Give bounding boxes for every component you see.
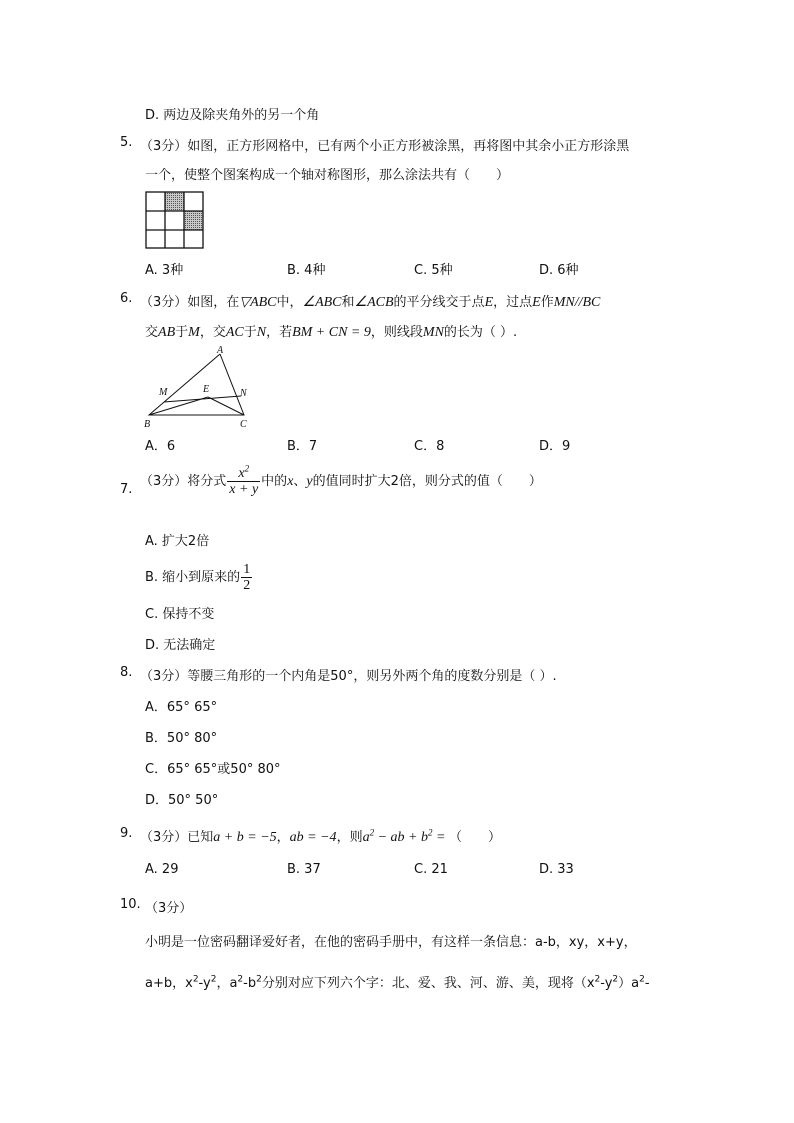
q7-number: 7. — [120, 482, 133, 497]
q10-line2: a+b，$x^2-y^2$，$a^2-b^2$分别对应下列六个字：北、爱、我、河、游、美，现将$(x^2-y^2)a^2-$ — [145, 974, 650, 991]
q7-var-x: x — [287, 474, 294, 489]
q7-option-b-den: 2 — [243, 578, 251, 593]
q9-text: ， — [276, 830, 290, 845]
q6-angle-abc: ∠ABC — [302, 295, 342, 310]
q5-grid-figure — [145, 191, 204, 249]
q6-text: ，过点 — [493, 295, 533, 310]
q6-number: 6. — [120, 291, 133, 306]
q6-text: 于 — [175, 325, 189, 340]
q6-label-a: A — [217, 345, 224, 356]
q6-text: 如图，在 — [187, 295, 240, 310]
q6-score: （3分） — [140, 295, 188, 310]
q6-text: ，交 — [199, 325, 226, 340]
q6-text: ，若 — [266, 325, 293, 340]
q6-mn-parallel-bc: MN//BC — [553, 295, 601, 310]
q8-number: 8. — [120, 665, 133, 680]
q9-option-b: B. 37 — [287, 862, 321, 877]
q6-option-a: A．6 — [145, 439, 176, 454]
q6-option-d: D．9 — [539, 439, 571, 454]
q9-option-c: C. 21 — [414, 862, 448, 877]
q6-condition: BM + CN = 9 — [292, 325, 371, 340]
q8-stem — [140, 665, 557, 684]
q6-text: 于 — [243, 325, 257, 340]
q10-score: （3分） — [145, 901, 193, 916]
q5-option-c: C. 5种 — [414, 263, 453, 278]
q4-option-d: D. 两边及除夹角外的另一个角 — [145, 108, 320, 123]
q7-score: （3分） — [140, 474, 188, 489]
q7-text: 将分式 — [187, 474, 227, 489]
q10-number: 10. — [120, 897, 141, 912]
q7-var-y: y — [306, 474, 313, 489]
q7-text: 、 — [293, 474, 307, 489]
q6-triangle-figure — [140, 344, 255, 430]
q9-expr-3: $a^2$ − ab + $b^2$ = — [362, 827, 449, 845]
q7-option-d: D. 无法确定 — [145, 638, 216, 653]
q9-stem — [140, 826, 501, 846]
q6-segment-ac: AC — [225, 325, 244, 340]
q6-option-b: B．7 — [287, 439, 318, 454]
q9-option-d: D. 33 — [539, 862, 574, 877]
q5-shaded-cell-2 — [184, 211, 203, 230]
q6-stem-line2 — [145, 321, 517, 341]
q8-option-d: D．50° 50° — [145, 793, 219, 808]
q5-option-b: B. 4种 — [287, 263, 326, 278]
q6-point-m: M — [188, 325, 200, 340]
q6-text: 的长为（ ）. — [443, 325, 518, 340]
q6-label-b: B — [144, 419, 151, 430]
q6-text: ，则线段 — [370, 325, 423, 340]
q6-point-e: E — [532, 295, 541, 310]
q9-score: （3分） — [140, 830, 188, 845]
q8-option-a: A．65° 65° — [145, 700, 218, 715]
q5-score: （3分） — [140, 139, 188, 154]
q7-frac-num: x — [238, 466, 245, 481]
q6-stem-line1 — [140, 291, 600, 311]
q7-option-a: A. 扩大2倍 — [145, 534, 210, 549]
q7-text: 的值同时扩大2倍，则分式的值（ ） — [312, 474, 542, 489]
q5-option-a: A. 3种 — [145, 263, 184, 278]
q6-segment-ab: AB — [158, 325, 176, 340]
q5-option-d: D. 6种 — [539, 263, 579, 278]
q8-text: 等腰三角形的一个内角是50°，则另外两个角的度数分别是（ ）. — [187, 669, 557, 684]
q6-text: 交 — [145, 325, 159, 340]
q9-text: 已知 — [187, 830, 214, 845]
q5-stem-line2: 一个，使整个图案构成一个轴对称图形，那么涂法共有（ ） — [145, 168, 510, 183]
q8-option-c: C．65° 65°或50° 80° — [145, 762, 281, 777]
q9-number: 9. — [120, 826, 133, 841]
q6-segment-mn: MN — [422, 325, 444, 340]
q9-text: （ ） — [448, 830, 501, 845]
q6-label-c: C — [240, 419, 247, 430]
q6-text: 的平分线交于点 — [393, 295, 485, 310]
q7-frac-num-exp: 2 — [244, 463, 250, 474]
q9-option-a: A. 29 — [145, 862, 179, 877]
q6-option-c: C．8 — [414, 439, 445, 454]
q6-point-n: N — [256, 325, 267, 340]
q6-text: 作 — [540, 295, 554, 310]
q9-expr-2: ab = −4 — [289, 830, 337, 845]
q6-text: 和 — [341, 295, 355, 310]
q6-figure-lines — [149, 354, 244, 415]
q7-stem — [140, 463, 542, 497]
q10-line1: 小明是一位密码翻译爱好者，在他的密码手册中，有这样一条信息：a-b，xy，x+y， — [145, 935, 637, 950]
q6-label-e: E — [203, 384, 210, 395]
q7-fraction — [227, 463, 260, 497]
q7-option-b-text: B. 缩小到原来的 — [145, 570, 241, 585]
q5-number: 5. — [120, 135, 133, 150]
q7-option-b-fraction — [241, 563, 252, 593]
q8-score: （3分） — [140, 669, 188, 684]
q7-text: 中的 — [261, 474, 288, 489]
q6-label-n: N — [240, 388, 247, 399]
q5-shaded-cell-1 — [165, 192, 184, 211]
q7-option-b — [145, 563, 253, 593]
q9-text: ，则 — [336, 830, 363, 845]
q6-label-m: M — [159, 387, 168, 398]
q9-expr-1: a + b = −5 — [213, 830, 277, 845]
q6-triangle: ▽ABC — [239, 295, 277, 310]
q5-stem-line1 — [140, 135, 629, 154]
q6-text: 中， — [276, 295, 303, 310]
q6-point-e: E — [484, 295, 494, 310]
q6-angle-acb: ∠ACB — [354, 295, 394, 310]
q5-text-1: 如图，正方形网格中，已有两个小正方形被涂黑，再将图中其余小正方形涂黑 — [187, 139, 630, 154]
q7-option-c: C. 保持不变 — [145, 607, 215, 622]
q8-option-b: B．50° 80° — [145, 731, 218, 746]
q7-option-b-num: 1 — [243, 562, 251, 577]
q7-frac-den: x + y — [229, 482, 259, 497]
